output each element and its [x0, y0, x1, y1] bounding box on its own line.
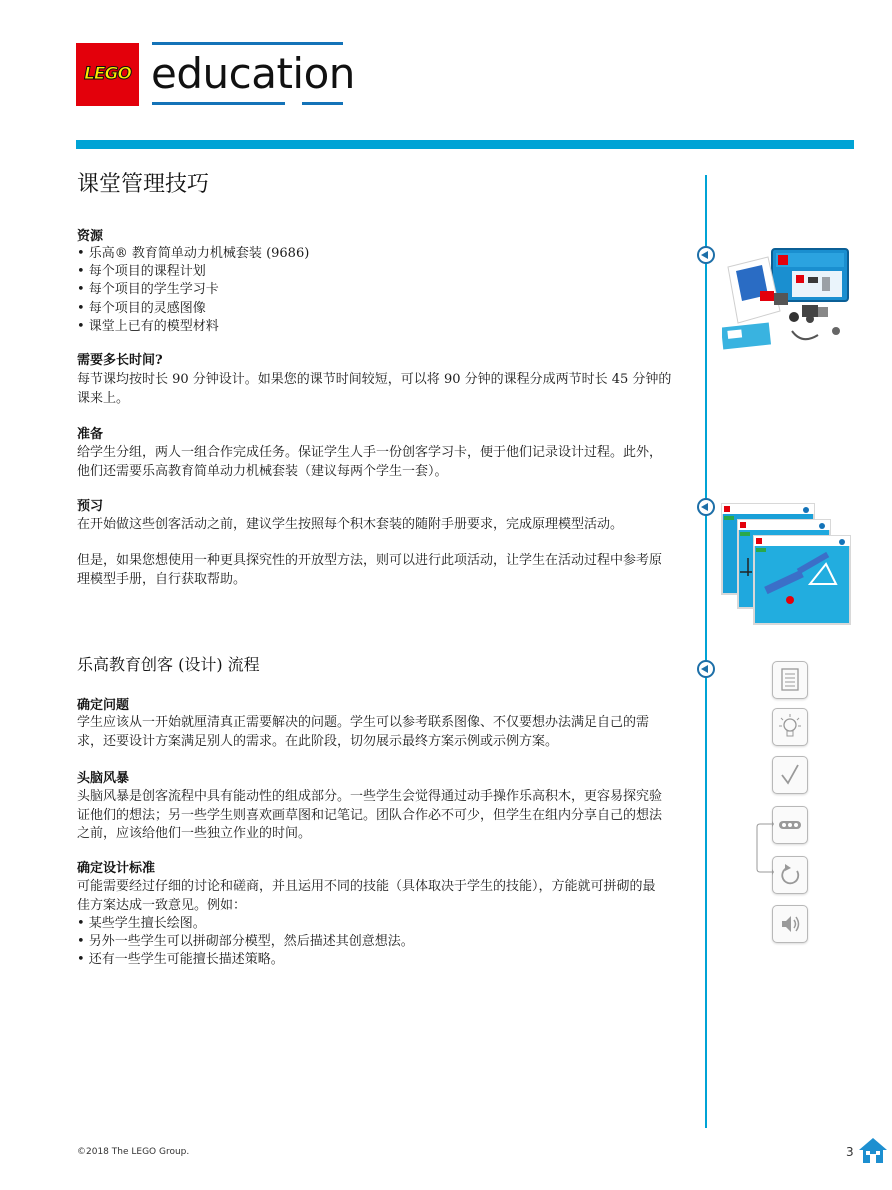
- text-line: 理模型手册，自行获取帮助。: [77, 571, 247, 587]
- prep-paragraph: [77, 444, 689, 481]
- document-icon[interactable]: [772, 661, 808, 699]
- text-line: 头脑风暴是创客流程中具有能动性的组成部分。一些学生会觉得通过动手操作乐高积木，更容易探究验: [77, 789, 663, 804]
- marker-arrow-icon: [697, 246, 715, 264]
- education-bottom-rule: [152, 102, 285, 105]
- list-item: • 某些学生擅长绘图。: [77, 916, 206, 931]
- speaker-icon[interactable]: [772, 905, 808, 943]
- time-heading: 需要多长时间?: [77, 353, 163, 368]
- iteration-connector: [756, 820, 774, 876]
- brainstorm-heading: 头脑风暴: [77, 771, 130, 786]
- list-item: • 课堂上已有的模型材料: [77, 318, 219, 334]
- define-paragraph: [77, 714, 689, 751]
- text-line: 他们还需要乐高教育简单动力机械套装（建议每两个学生一套）。: [77, 463, 448, 479]
- text-line: 之前，应该给他们一些独立作业的时间。: [77, 826, 312, 841]
- lego-logo-text: LEGO: [84, 64, 131, 84]
- text-line: 每节课均按时长 90 分钟设计。如果您的课节时间较短，可以将 90 分钟的课程分成两节时长 45 分钟的: [77, 372, 672, 387]
- list-item: • 另外一些学生可以拼砌部分模型，然后描述其创意想法。: [77, 934, 414, 950]
- marker-arrow-icon: [697, 660, 715, 678]
- kit-image: [722, 247, 852, 350]
- text-line: 学生应该从一开始就厘清真正需要解决的问题。学生可以参考联系图像、不仅要想办法满足自己的需: [77, 715, 650, 730]
- education-wordmark: education: [151, 49, 355, 98]
- refresh-icon[interactable]: [772, 856, 808, 894]
- text-line: 给学生分组，两人一组合作完成任务。保证学生人手一份创客学习卡，便于他们记录设计过程。此外，: [77, 445, 663, 460]
- list-item: • 还有一些学生可能擅长描述策略。: [77, 952, 284, 968]
- text-line: 证他们的想法；另一些学生则喜欢画草图和记笔记。团队合作必不可少，但学生在组内分享自己的想法: [77, 807, 663, 823]
- list-item: • 每个项目的课程计划: [77, 264, 206, 280]
- criteria-heading: 确定设计标准: [77, 861, 156, 876]
- page-title: 课堂管理技巧: [77, 172, 210, 197]
- marker-arrow-icon: [697, 498, 715, 516]
- list-item: • 每个项目的灵感图像: [77, 300, 206, 316]
- page-number: 3: [846, 1145, 854, 1159]
- prep-heading: 准备: [77, 427, 104, 442]
- home-icon[interactable]: [858, 1136, 888, 1166]
- process-title: 乐高教育创客 (设计) 流程: [77, 655, 260, 674]
- copyright: ©2018 The LEGO Group.: [77, 1147, 190, 1157]
- booklets-image: [718, 498, 854, 630]
- text-line: 佳方案达成一致意见。例如：: [77, 897, 247, 913]
- model-icon[interactable]: [772, 806, 808, 844]
- text-line: 课来上。: [77, 390, 130, 406]
- resources-heading: 资源: [77, 229, 104, 244]
- time-paragraph: [77, 371, 689, 408]
- define-heading: 确定问题: [77, 698, 130, 713]
- education-bottom-rule-short: [302, 102, 343, 105]
- criteria-paragraph: [77, 878, 689, 970]
- education-top-rule: [152, 42, 343, 45]
- list-item: • 每个项目的学生学习卡: [77, 282, 219, 298]
- preview-paragraph-1: 在开始做这些创客活动之前，建议学生按照每个积木套装的随附手册要求，完成原理模型活动。: [77, 517, 624, 532]
- timeline-line: [705, 175, 707, 1128]
- text-line: 求，还要设计方案满足别人的需求。在此阶段，切勿展示最终方案示例或示例方案。: [77, 733, 559, 749]
- brainstorm-paragraph: [77, 788, 689, 844]
- text-line: 但是，如果您想使用一种更具探究性的开放型方法，则可以进行此项活动，让学生在活动过程中参考原: [77, 553, 663, 568]
- list-item: • 乐高® 教育简单动力机械套装 (9686): [77, 246, 310, 261]
- text-line: 可能需要经过仔细的讨论和磋商，并且运用不同的技能（具体取决于学生的技能），方能就可拼砌的最: [77, 879, 656, 894]
- lightbulb-icon[interactable]: [772, 708, 808, 746]
- resources-list: [77, 245, 309, 336]
- header-bar: [76, 140, 854, 149]
- checkmark-icon[interactable]: [772, 756, 808, 794]
- lego-logo: [76, 43, 139, 106]
- preview-paragraph-2: [77, 552, 689, 589]
- preview-heading: 预习: [77, 499, 104, 514]
